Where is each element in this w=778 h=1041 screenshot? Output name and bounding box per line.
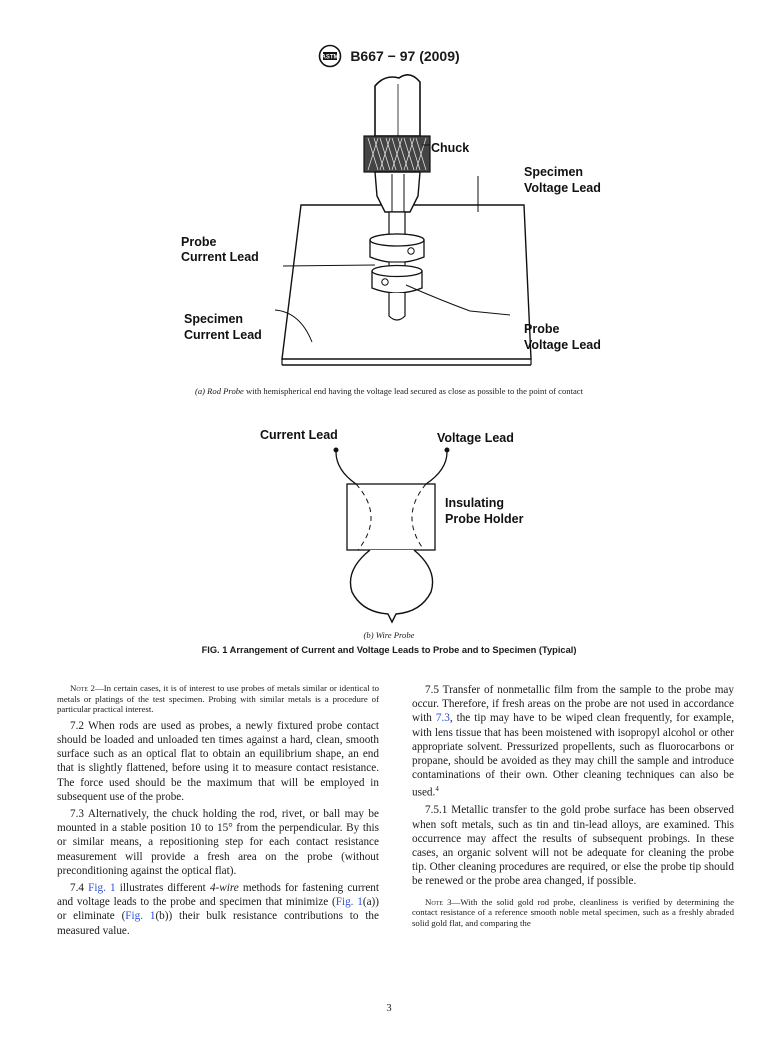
label-probe-current-1: Probe bbox=[181, 235, 217, 249]
left-column bbox=[57, 683, 379, 941]
wire-probe bbox=[334, 448, 449, 622]
label-voltage-lead: Voltage Lead bbox=[437, 431, 514, 445]
para-7-2: 7.2 When rods are used as probes, a newly fixtured probe contact should be loaded and unloaded ten times against a hard, clean, smooth surface such as an optical flat to obtain an equilibrium shape, an end that is slightly flattened, before using it to measure contact resistance. The force used should be the maximum that will be employed in subsequent use of the probe. bbox=[57, 719, 379, 803]
label-specimen-voltage-2: Voltage Lead bbox=[524, 181, 601, 195]
note-3: Note 3—With the solid gold rod probe, cleanliness is verified by determining the contact resistance of a reference smooth noble metal specimen, such as a freshly abraded solid gold flat, and comparing the bbox=[412, 896, 734, 928]
right-column bbox=[412, 683, 734, 932]
rod-probe bbox=[364, 75, 430, 320]
fig-1-link[interactable]: Fig. 1 bbox=[125, 910, 156, 923]
label-probe-voltage-2: Voltage Lead bbox=[524, 338, 601, 352]
note-2: Note 2—In certain cases, it is of interest to use probes of metals similar or identical to metals or platings of the test specimen. Probing with similar metals is a procedure of particular practical interest. bbox=[57, 683, 379, 715]
label-specimen-current-1: Specimen bbox=[184, 312, 244, 326]
fig-1-link[interactable]: Fig. 1 bbox=[88, 882, 116, 895]
para-7-5-1: 7.5.1 Metallic transfer to the gold probe surface has been observed when soft metals, such as tin and tin-lead alloys, are examined. This occurrence may affect the results of subsequent probings. In these cases, an organic solvent will not be adequate for cleaning the probe tip. Other cleaning procedures are required, or else the probe tip should be renewed or the probe area changed, if possible. bbox=[412, 804, 734, 888]
caption-a: (a) Rod Probe with hemispherical end having the voltage lead secured as close as possible to the point of contact bbox=[195, 386, 583, 396]
label-specimen-voltage-1: Specimen bbox=[524, 165, 584, 179]
label-current-lead: Current Lead bbox=[260, 428, 338, 442]
para-7-3: 7.3 Alternatively, the chuck holding the rod, rivet, or ball may be mounted in a stable position 10 to 15° from the perpendicular. By this or similar means, a repositioning step for each contact resistance measurement will provide a fresh area on the probe (without preconditioning against the optical flat). bbox=[57, 808, 379, 877]
para-7-5: 7.5 Transfer of nonmetallic film from the sample to the probe may occur. Therefore, if fresh areas on the probe are not used in accordance with 7.3, the tip may have to be wiped clean frequently, for example, with lens tissue that has been moistened with isopropyl alcohol or other appropriate solvent. Pressurized propellents, such as fluorocarbons or propane, should be avoided as they may chill the sample and introduce contaminations of their own. Other cleaning techniques can also be used.$^4$ bbox=[412, 684, 735, 800]
footnote-ref: 4 bbox=[435, 785, 439, 794]
label-insulating-2: Probe Holder bbox=[445, 512, 524, 526]
label-chuck: Chuck bbox=[431, 141, 470, 155]
label-insulating-1: Insulating bbox=[445, 496, 505, 510]
label-specimen-current-2: Current Lead bbox=[184, 328, 262, 342]
caption-b: (b) Wire Probe bbox=[363, 630, 415, 640]
document-id: B667 − 97 (2009) bbox=[350, 48, 460, 64]
label-probe-current-2: Current Lead bbox=[181, 250, 259, 264]
para-7-4: 7.4 Fig. 1 illustrates different 4-wire methods for fastening current and voltage leads to the probe and specimen that minimize (Fig. 1(a)) or eliminate (Fig. 1(b)) their bulk resistance contributions to the measured value. bbox=[57, 882, 380, 937]
figure-title: FIG. 1 Arrangement of Current and Voltage Leads to Probe and to Specimen (Typical) bbox=[201, 645, 577, 655]
insulating-probe-holder bbox=[347, 484, 435, 550]
label-probe-voltage-1: Probe bbox=[524, 322, 560, 336]
svg-text:ASTM: ASTM bbox=[321, 54, 339, 61]
page-number: 3 bbox=[386, 1003, 392, 1014]
section-7-3-link[interactable]: 7.3 bbox=[435, 712, 450, 725]
fig-1-link[interactable]: Fig. 1 bbox=[335, 896, 363, 909]
